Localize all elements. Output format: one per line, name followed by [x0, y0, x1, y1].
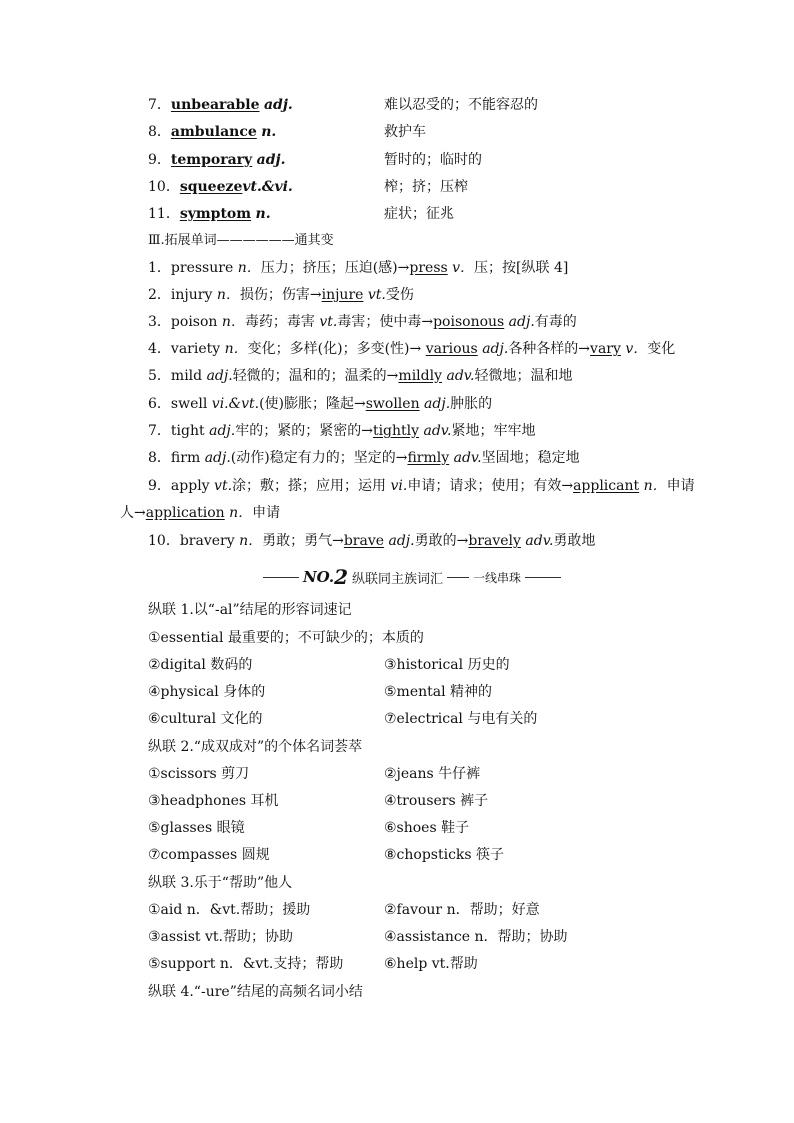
group-item: ②favour n．帮助；好意: [384, 902, 540, 918]
group-item: ⑥cultural 文化的: [148, 711, 263, 727]
item-number: 11．: [148, 206, 180, 222]
ext-item: 4．variety n．变化；多样(化)；多变(性)→ various adj.各种各样的→vary v．变化: [148, 341, 676, 357]
banner-rule-mid: [447, 577, 469, 578]
ext-item: 3．poison n．毒药；毒害 vt.毒害；使中毒→poisonous adj.有毒的: [148, 314, 577, 330]
group-item: ②jeans 牛仔裤: [384, 766, 481, 782]
group-item: ⑦electrical 与电有关的: [384, 711, 538, 727]
group-heading: 纵联 2.“成双成对”的个体名词荟萃: [148, 739, 363, 755]
ext-item: 8．firm adj.(动作)稳定有力的；坚定的→firmly adv.坚固地；稳定地: [148, 450, 580, 466]
group-item: ④physical 身体的: [148, 684, 266, 700]
vocab-item: [148, 122, 276, 142]
answer-word: vary: [590, 341, 621, 357]
group-item: ①scissors 剪刀: [148, 766, 250, 782]
ext-item: 5．mild adj.轻微的；温和的；温柔的→mildly adv.轻微地；温和地: [148, 368, 573, 384]
part-of-speech: n.: [261, 124, 277, 140]
group-item: ①aid n．&vt.帮助；援助: [148, 902, 311, 918]
item-number: 8．: [148, 124, 171, 140]
vocab-word: unbearable: [170, 97, 260, 113]
part-of-speech: adj.: [263, 97, 293, 113]
vocab-item: [148, 204, 271, 224]
group-item: ④trousers 裤子: [384, 793, 489, 809]
group-item: ③historical 历史的: [384, 657, 510, 673]
vocab-meaning: 难以忍受的；不能容忍的: [384, 97, 538, 113]
vocab-meaning: 症状；征兆: [384, 206, 454, 222]
banner-subtitle: 一线串珠: [473, 570, 522, 585]
vocab-item: [148, 177, 293, 197]
ext-item: 2．injury n．损伤；伤害→injure vt.受伤: [148, 287, 414, 303]
vocab-item: [148, 150, 285, 170]
answer-word: applicant: [573, 478, 640, 494]
answer-word: various: [425, 341, 478, 357]
section-banner: [252, 566, 572, 588]
vocab-word: ambulance: [170, 124, 257, 140]
group-item: ⑥shoes 鞋子: [384, 820, 470, 836]
item-number: 7．: [148, 97, 171, 113]
group-heading: 纵联 4.“-ure”结尾的高频名词小结: [148, 984, 363, 1000]
group-item: ①essential 最重要的；不可缺少的；本质的: [148, 630, 424, 646]
answer-word: tightly: [372, 423, 420, 439]
answer-word: swollen: [365, 396, 420, 412]
vocab-word: symptom: [179, 206, 252, 222]
ext-item: 9．apply vt.涂；敷；搽；应用；运用 vi.申请；请求；使用；有效→applicant n．申请: [148, 478, 695, 494]
group-item: ②digital 数码的: [148, 657, 253, 673]
answer-word: application: [145, 505, 225, 521]
ext-item: 10．bravery n．勇敢；勇气→brave adj.勇敢的→bravely adv.勇敢地: [148, 533, 596, 549]
group-item: ⑧chopsticks 筷子: [384, 847, 505, 863]
vocab-word: temporary: [170, 152, 253, 168]
banner-rule-left: [263, 577, 299, 578]
vocab-meaning: 救护车: [384, 124, 426, 140]
vocab-item: [148, 95, 293, 115]
ext-item-continuation: 人→application n．申请: [120, 505, 281, 521]
banner-no: NO.: [302, 568, 335, 586]
answer-word: injure: [321, 287, 364, 303]
vocab-meaning: 榨；挤；压榨: [384, 179, 468, 195]
group-heading: 纵联 1.以“-al”结尾的形容词速记: [148, 602, 352, 618]
group-item: ④assistance n．帮助；协助: [384, 929, 568, 945]
banner-number: 2: [334, 565, 348, 589]
ext-item: 1．pressure n．压力；挤压；压迫(感)→press v．压；按[纵联 4]: [148, 260, 569, 276]
answer-word: poisonous: [433, 314, 505, 330]
group-item: ③headphones 耳机: [148, 793, 279, 809]
group-item: ⑥help vt.帮助: [384, 956, 478, 972]
group-item: ⑦compasses 圆规: [148, 847, 270, 863]
group-item: ③assist vt.帮助；协助: [148, 929, 293, 945]
group-item: ⑤glasses 眼镜: [148, 820, 245, 836]
ext-item: 7．tight adj.牢的；紧的；紧密的→tightly adv.紧地；牢牢地: [148, 423, 536, 439]
group-item: ⑤support n．&vt.支持；帮助: [148, 956, 344, 972]
vocab-meaning: 暂时的；临时的: [384, 152, 482, 168]
answer-word: brave: [343, 533, 385, 549]
part-of-speech: adj.: [256, 152, 286, 168]
answer-word: firmly: [407, 450, 450, 466]
part-of-speech: n.: [255, 206, 271, 222]
item-number: 9．: [148, 152, 171, 168]
group-item: ⑤mental 精神的: [384, 684, 493, 700]
section-heading: Ⅲ.拓展单词——————通其变: [148, 233, 334, 248]
answer-word: bravely: [468, 533, 521, 549]
answer-word: mildly: [398, 368, 443, 384]
ext-item: 6．swell vi.&vt.(使)膨胀；隆起→swollen adj.肿胀的: [148, 396, 493, 412]
banner-title: 纵联同主族词汇: [352, 571, 444, 587]
answer-word: press: [409, 260, 448, 276]
group-heading: 纵联 3.乐于“帮助”他人: [148, 875, 293, 891]
part-of-speech: vt.&vi.: [242, 179, 293, 195]
vocab-word: squeeze: [179, 179, 243, 195]
item-number: 10．: [148, 179, 180, 195]
banner-rule-right: [525, 577, 561, 578]
